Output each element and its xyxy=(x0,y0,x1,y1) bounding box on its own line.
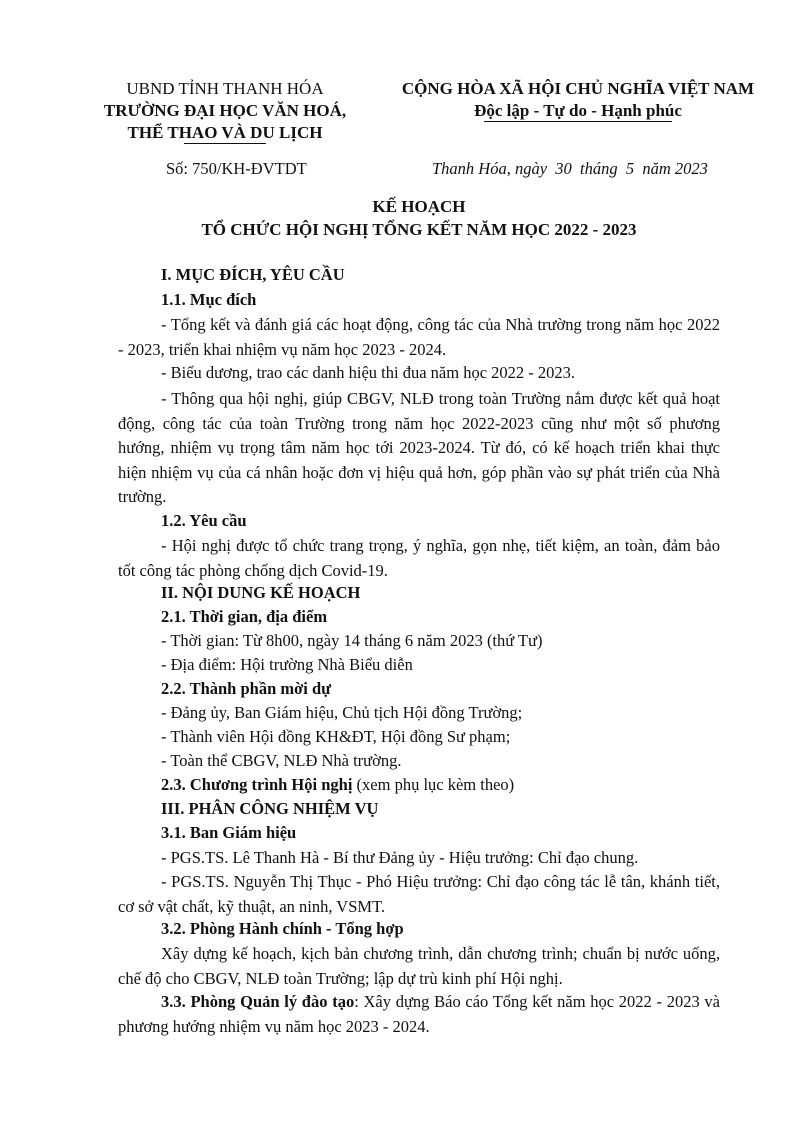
task-training-office xyxy=(118,990,720,1039)
province-name: UBND TỈNH THANH HÓA xyxy=(126,79,324,98)
header-left-underline xyxy=(184,143,266,144)
subsection-heading-1-1: 1.1. Mục đích xyxy=(161,290,257,309)
paragraph-purpose: - Thông qua hội nghị, giúp CBGV, NLĐ trong toàn Trường nắm được kết quả hoạt động, công tác của toàn Trường trong năm học 2022-2023 cũng như một số phương hướng, nhiệm vụ trọng tâm năm học tới 2023-2024. Từ đó, có kế hoạch triển khai thực hiện nhiệm vụ của cá nhân hoặc đơn vị hiệu quả hơn, góp phần vào sự phát triển của Nhà trường. xyxy=(118,389,720,506)
item-time: - Thời gian: Từ 8h00, ngày 14 tháng 6 năm 2023 (thứ Tư) xyxy=(161,631,543,650)
header-right-block xyxy=(378,78,778,122)
subsection-heading-3-1: 3.1. Ban Giám hiệu xyxy=(161,823,297,842)
paragraph-requirements: - Hội nghị được tổ chức trang trọng, ý nghĩa, gọn nhẹ, tiết kiệm, an toàn, đảm bảo tốt công tác phòng chống dịch Covid-19. xyxy=(118,536,720,580)
subsection-heading-3-2: 3.2. Phòng Hành chính - Tổng hợp xyxy=(161,919,404,938)
task-admin-office: Xây dựng kế hoạch, kịch bản chương trình, dẫn chương trình; chuẩn bị nước uống, chế độ cho CBGV, NLĐ toàn Trường; lập dự trù kinh phí Hội nghị. xyxy=(118,944,720,988)
task-rector: - PGS.TS. Lê Thanh Hà - Bí thư Đảng ủy - Hiệu trưởng: Chỉ đạo chung. xyxy=(161,848,639,867)
program-note: (xem phụ lục kèm theo) xyxy=(352,775,515,794)
paragraph-summary: - Tổng kết và đánh giá các hoạt động, công tác của Nhà trường trong năm học 2022 - 2023, triển khai nhiệm vụ năm học 2023 - 2024. xyxy=(118,315,720,359)
document-title: KẾ HOẠCH xyxy=(372,197,466,216)
task-training-office-text: : Xây dựng Báo cáo Tổng kết năm học 2022 - 2023 và phương hướng nhiệm vụ năm học 2023 - 2024. xyxy=(118,992,721,1036)
header-right-underline xyxy=(484,121,672,122)
subsection-heading-1-2: 1.2. Yêu cầu xyxy=(161,511,247,530)
invitee-item-1: - Đảng ủy, Ban Giám hiệu, Chủ tịch Hội đồng Trường; xyxy=(161,703,523,722)
subsection-heading-2-2: 2.2. Thành phần mời dự xyxy=(161,679,332,698)
document-date: Thanh Hóa, ngày 30 tháng 5 năm 2023 xyxy=(432,159,708,178)
invitee-item-3: - Toàn thể CBGV, NLĐ Nhà trường. xyxy=(161,751,402,770)
motto: Độc lập - Tự do - Hạnh phúc xyxy=(474,101,682,120)
subsection-heading-2-3: 2.3. Chương trình Hội nghị xyxy=(161,775,353,794)
header-left-block xyxy=(100,78,350,144)
document-subtitle: TỔ CHỨC HỘI NGHỊ TỔNG KẾT NĂM HỌC 2022 - 2023 xyxy=(201,220,637,239)
section-heading-2: II. NỘI DUNG KẾ HOẠCH xyxy=(161,583,361,602)
subsection-heading-2-1: 2.1. Thời gian, địa điểm xyxy=(161,607,328,626)
university-name-line2: THỂ THAO VÀ DU LỊCH xyxy=(127,123,323,142)
subsection-heading-3-3: 3.3. Phòng Quản lý đào tạo xyxy=(161,992,355,1011)
country-name: CỘNG HÒA XÃ HỘI CHỦ NGHĨA VIỆT NAM xyxy=(401,79,755,98)
subsection-2-3-line xyxy=(161,774,514,796)
university-name-line1: TRƯỜNG ĐẠI HỌC VĂN HOÁ, xyxy=(103,101,347,120)
item-location: - Địa điểm: Hội trường Nhà Biểu diễn xyxy=(161,655,413,674)
document-number: Số: 750/KH-ĐVTDT xyxy=(166,159,307,178)
section-heading-1: I. MỤC ĐÍCH, YÊU CẦU xyxy=(161,265,345,284)
task-vice-rector: - PGS.TS. Nguyễn Thị Thục - Phó Hiệu trưởng: Chỉ đạo công tác lễ tân, khánh tiết, cơ sở vật chất, kỹ thuật, an ninh, VSMT. xyxy=(118,872,720,916)
paragraph-commendation: - Biểu dương, trao các danh hiệu thi đua năm học 2022 - 2023. xyxy=(161,363,576,382)
invitee-item-2: - Thành viên Hội đồng KH&ĐT, Hội đồng Sư phạm; xyxy=(161,727,511,746)
section-heading-3: III. PHÂN CÔNG NHIỆM VỤ xyxy=(161,799,379,818)
